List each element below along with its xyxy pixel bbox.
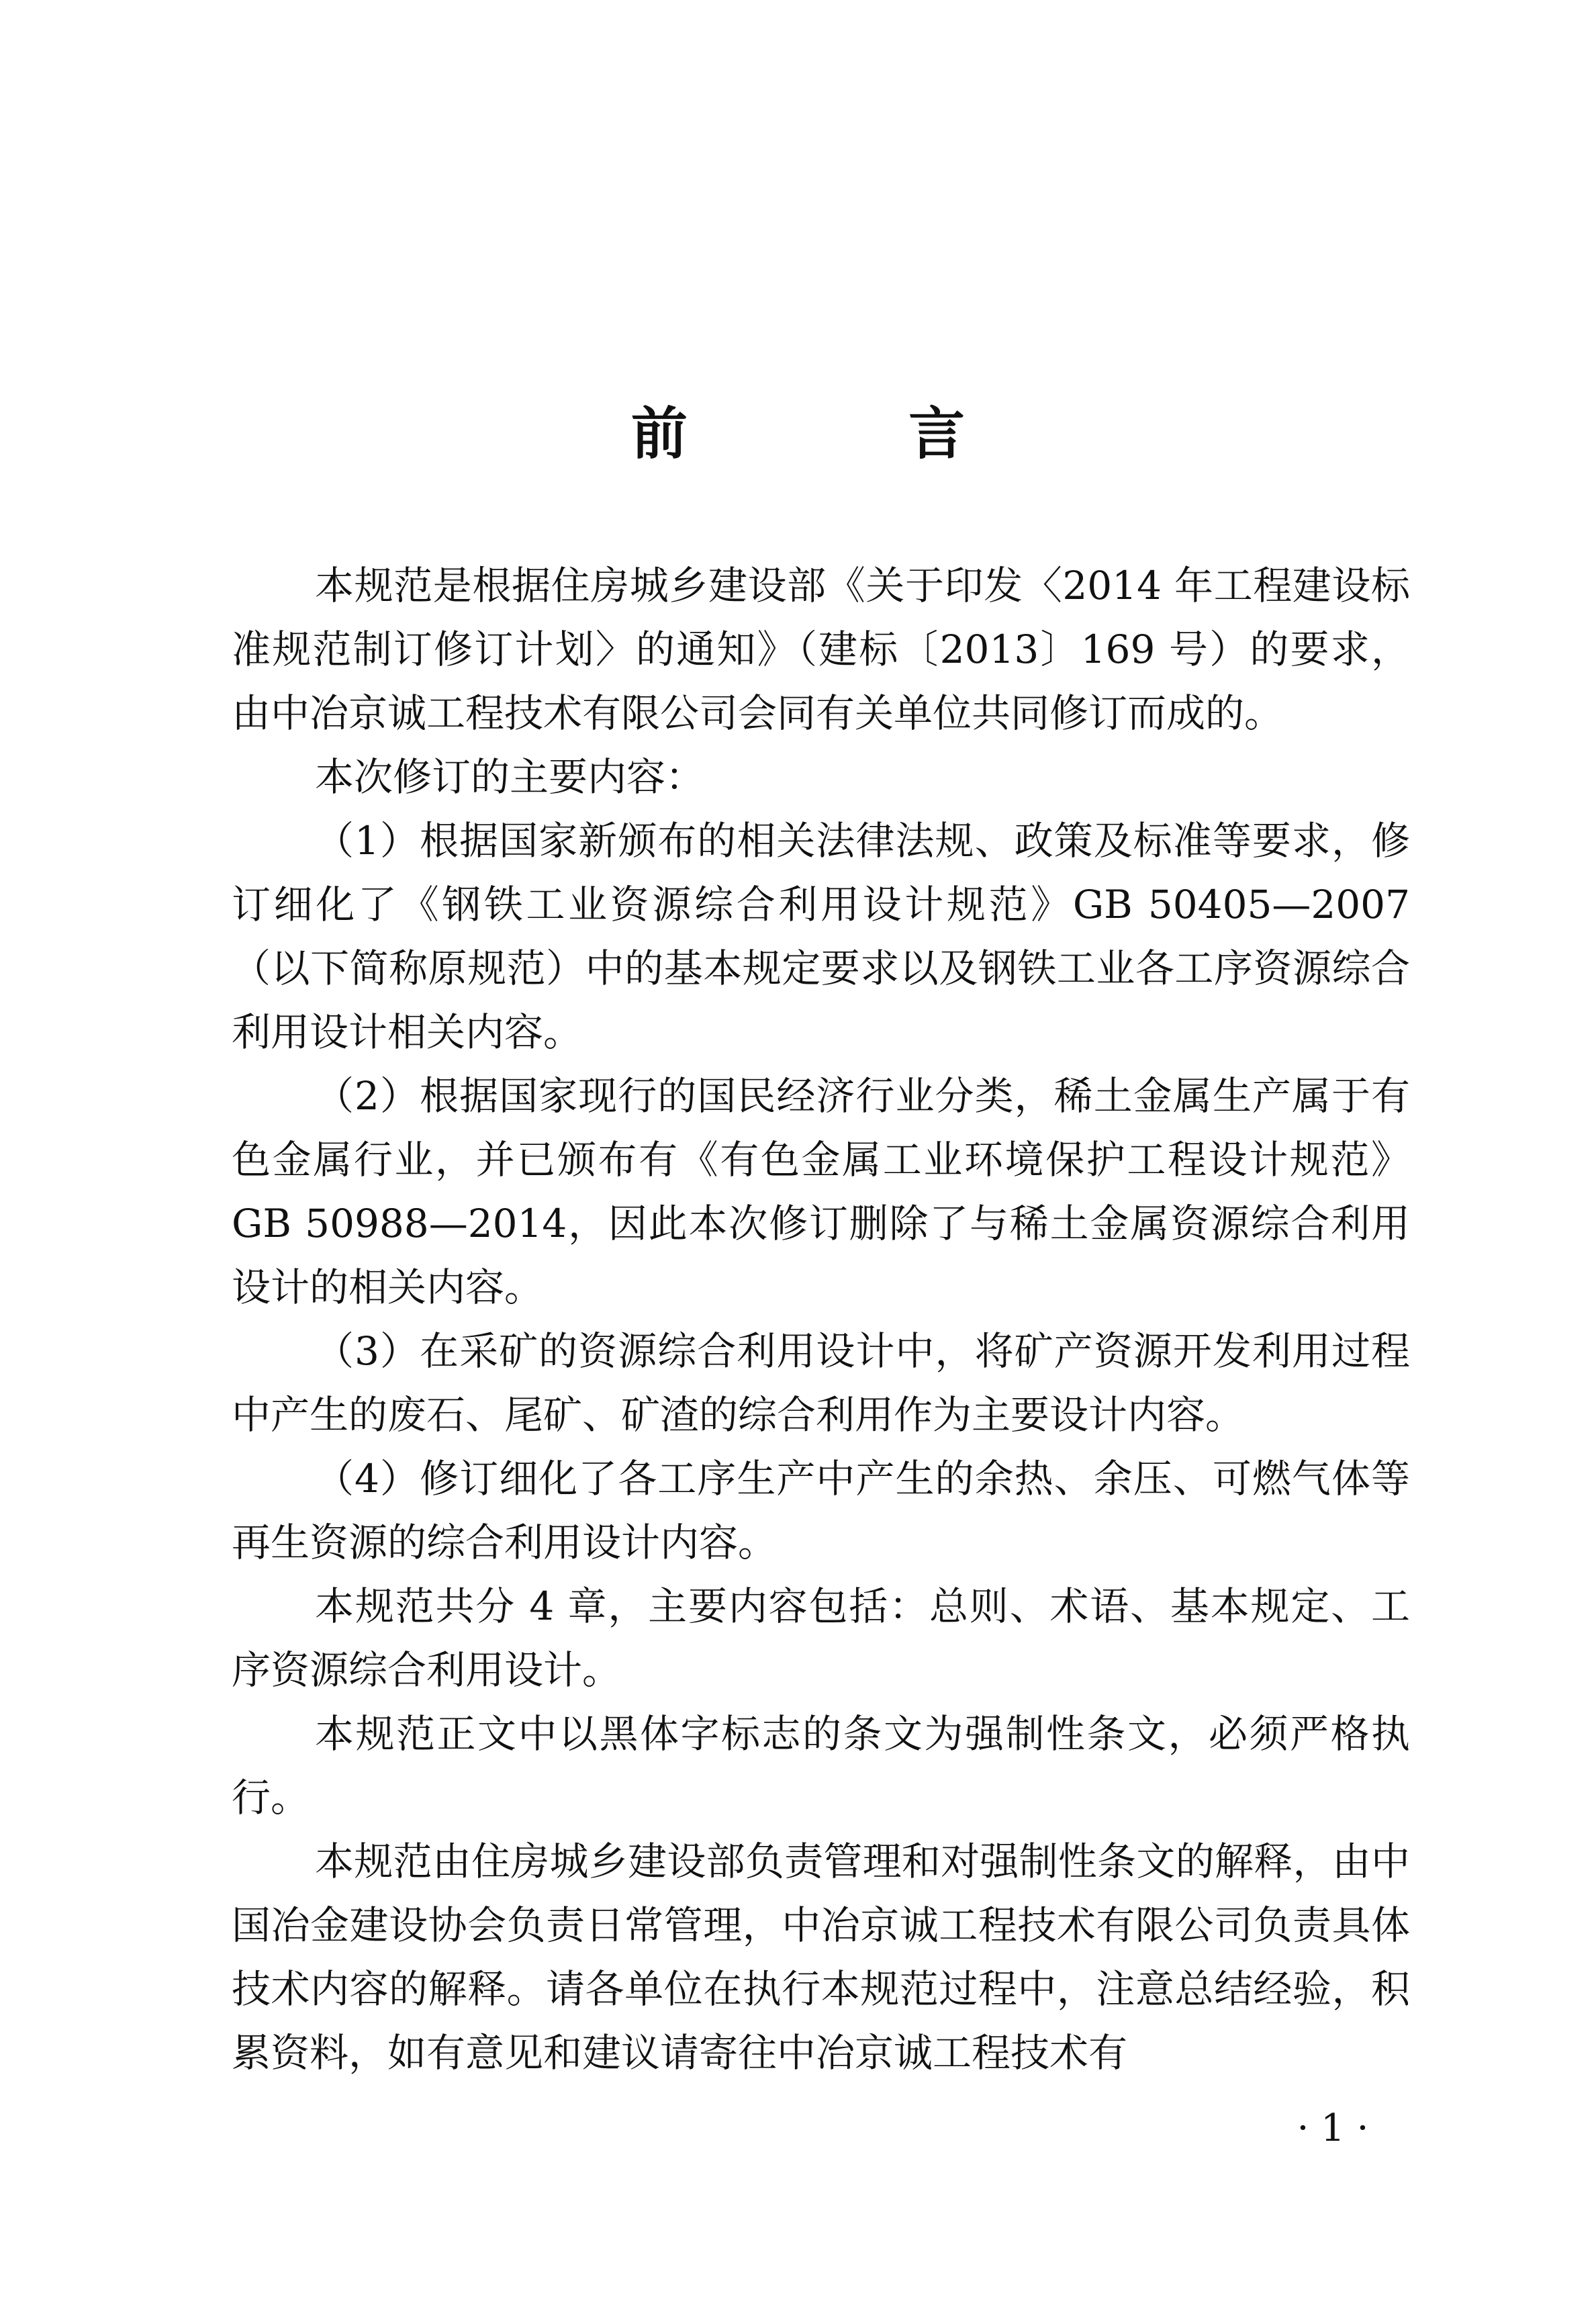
page-number: · 1 · [1297,2107,1369,2150]
paragraph: 本规范正文中以黑体字标志的条文为强制性条文，必须严格执行。 [232,1711,1410,1820]
paragraph: （2）根据国家现行的国民经济行业分类，稀土金属生产属于有色金属行业，并已颁布有《有色金属工业环境保护工程设计规范》GB 50988—2014，因此本次修订删除了与稀土金属资源综合利用设计的相关内容。 [232,1073,1410,1310]
paragraph: 本规范是根据住房城乡建设部《关于印发〈2014 年工程建设标准规范制订修订计划〉的通知》（建标〔2013〕169 号）的要求，由中冶京诚工程技术有限公司会同有关单位共同修订而成的。 [232,563,1410,736]
paragraph: （1）根据国家新颁布的相关法律法规、政策及标准等要求，修订细化了《钢铁工业资源综合利用设计规范》GB 50405—2007（以下简称原规范）中的基本规定要求以及钢铁工业各工序资源综合利用设计相关内容。 [232,818,1410,1055]
document-body [232,554,1410,2085]
page-title: 前 言 [630,401,1066,467]
paragraph: （3）在采矿的资源综合利用设计中，将矿产资源开发利用过程中产生的废石、尾矿、矿渣的综合利用作为主要设计内容。 [232,1328,1410,1438]
paragraph: （4）修订细化了各工序生产中产生的余热、余压、可燃气体等再生资源的综合利用设计内容。 [232,1456,1410,1565]
paragraph: 本规范由住房城乡建设部负责管理和对强制性条文的解释，由中国冶金建设协会负责日常管理，中冶京诚工程技术有限公司负责具体技术内容的解释。请各单位在执行本规范过程中，注意总结经验，积累资料，如有意见和建议请寄往中冶京诚工程技术有 [232,1839,1410,2076]
paragraph: 本规范共分 4 章，主要内容包括：总则、术语、基本规定、工序资源综合利用设计。 [232,1583,1410,1693]
paragraph: 本次修订的主要内容： [315,754,705,800]
